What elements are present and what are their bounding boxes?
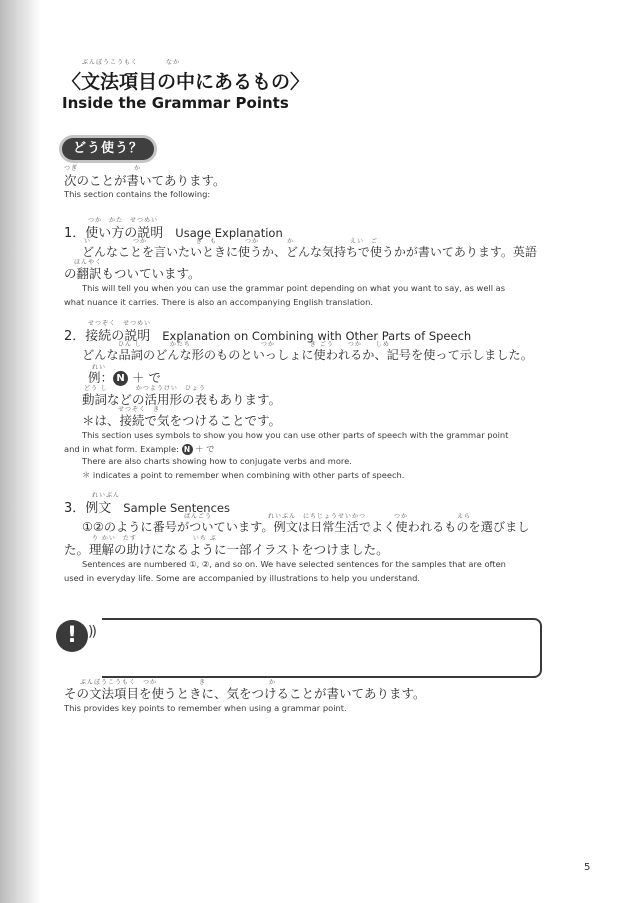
noun-symbol-small-icon: N: [182, 444, 193, 455]
note-english: This provides key points to remember when using a grammar point.: [64, 703, 347, 713]
title-furigana: ぶんぽうこうもく なか: [82, 59, 181, 66]
intro-japanese: 次のことが書いてあります。: [64, 173, 226, 188]
page-binding-shadow: [0, 0, 40, 903]
section-1-japanese-line2: の翻訳もついています。: [64, 266, 201, 281]
section-1-line1-furigana: い つか き も つか か えい ご: [84, 238, 379, 245]
section-2-japanese-line1: どんな品詞のどんな形のものといっしょに使われるか、記号を使って示しました。: [82, 348, 533, 362]
section-2-line2-furigana: どう し かつようけい ひょう: [84, 385, 206, 392]
example-furigana: れい: [92, 364, 107, 371]
section-3-heading-jp: 3．例文: [64, 501, 112, 516]
section-3-english-line1: Sentences are numbered ①, ②, and so on. We have selected sentences for the samples that are often: [82, 559, 506, 569]
section-1-heading-furigana: つか かた せつめい: [88, 217, 159, 224]
section-1-heading-jp: 1．使い方の説明: [64, 226, 164, 241]
section-2-english-line1: This section uses symbols to show you how you can use other parts of speech with the grammar point: [82, 430, 509, 440]
example-label: 例：: [88, 370, 114, 385]
section-2-line3-furigana: せつぞく き: [118, 406, 161, 413]
example-rest: ＋ で: [132, 370, 161, 385]
how-to-use-badge: どう使う？: [62, 138, 154, 160]
section-2-english-line2: [64, 443, 214, 455]
intro-english: This section contains the following:: [64, 189, 211, 199]
section-1-english-line2: what nuance it carries. There is also an accompanying English translation.: [64, 297, 373, 307]
section-3-japanese-line1: ①②のように番号がついています。例文は日常生活でよく使われるものを選びまし: [82, 520, 530, 534]
section-2-english-suffix: ＋ で: [195, 444, 215, 454]
note-box-gap: [100, 635, 106, 665]
noun-symbol-icon: N: [113, 371, 128, 386]
section-2-english-line4: ＊ indicates a point to remember when combining with other parts of speech.: [82, 470, 405, 480]
alert-icon: !: [56, 620, 88, 652]
note-japanese: その文法項目を使うときに、気をつけることが書いてあります。: [64, 686, 426, 701]
note-box-frame: [102, 618, 542, 678]
section-2-heading-jp: 2．接続の説明: [64, 329, 151, 344]
section-2-japanese-line2: 動詞などの活用形の表もあります。: [82, 392, 282, 407]
section-1-heading-label: Usage Explanation: [175, 226, 283, 240]
sound-waves-icon: )): [88, 624, 95, 640]
section-1-line2-furigana: ほんやく: [74, 259, 103, 266]
page-number: 5: [584, 862, 591, 873]
section-3-line1-furigana: ばんごう れいぶん にちじょうせいかつ つか えら: [184, 513, 472, 520]
section-2-heading-furigana: せつぞく せつめい: [88, 320, 152, 327]
page-title-japanese: 〈文法項目の中にあるもの〉: [62, 71, 310, 93]
section-1-japanese-line1: どんなことを言いたいときに使うか、どんな気持ちで使うかが書いてあります。英語: [82, 245, 537, 259]
section-2-line1-furigana: ひん し かたち つか き ごう つか しめ: [118, 341, 390, 348]
section-2-english-prefix: and in what form. Example:: [64, 444, 179, 454]
intro-furigana: つぎ か: [64, 165, 142, 172]
page-title-english: Inside the Grammar Points: [62, 94, 289, 112]
section-3-english-line2: used in everyday life. Some are accompanied by illustrations to help you understand.: [64, 573, 421, 583]
section-2-heading-label: Explanation on Combining with Other Parts of Speech: [162, 329, 472, 343]
section-2-japanese-line3: ＊は、接続で気をつけることです。: [82, 413, 282, 428]
section-3-japanese-line2: た。理解の助けになるように一部イラストをつけました。: [64, 542, 389, 557]
section-2-english-line3: There are also charts showing how to conjugate verbs and more.: [82, 456, 352, 466]
section-1-english-line1: This will tell you when you can use the grammar point depending on what you want to say, as well as: [82, 283, 506, 293]
section-3-heading-label: Sample Sentences: [123, 501, 230, 515]
note-furigana: ぶんぽうこうもく つか き か: [80, 679, 277, 686]
section-3-line2-furigana: り かい たす いち ぶ: [92, 535, 217, 542]
section-3-heading-furigana: れいぶん: [92, 492, 121, 499]
